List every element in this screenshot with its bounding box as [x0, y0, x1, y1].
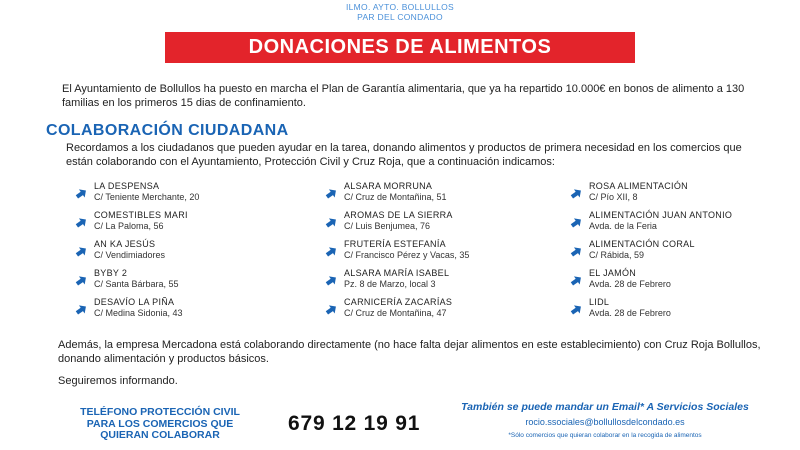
arrow-icon — [324, 274, 338, 288]
phone-number[interactable]: 679 12 19 91 — [288, 412, 421, 435]
shop-address: C/ Francisco Pérez y Vacas, 35 — [344, 250, 470, 260]
arrow-icon — [74, 216, 88, 230]
shop-item — [567, 181, 797, 210]
arrow-icon — [324, 216, 338, 230]
arrow-icon — [74, 245, 88, 259]
shop-item — [567, 268, 797, 297]
shop-address: Pz. 8 de Marzo, local 3 — [344, 279, 436, 289]
arrow-icon — [569, 274, 583, 288]
arrow-icon — [569, 245, 583, 259]
shop-item — [322, 210, 552, 239]
shop-name: COMESTIBLES MARI — [94, 210, 188, 220]
org-line-2: PAR DEL CONDADO — [357, 12, 443, 22]
shop-item — [72, 210, 302, 239]
shop-address: C/ Pío XII, 8 — [589, 192, 638, 202]
shop-item — [322, 268, 552, 297]
shop-name: EL JAMÓN — [589, 268, 637, 278]
shop-address: C/ La Paloma, 56 — [94, 221, 164, 231]
email-footnote: *Sólo comercios que quieran colaborar en la recogida de alimentos — [508, 432, 702, 439]
shop-name: ALIMENTACIÓN CORAL — [589, 239, 695, 249]
intro-paragraph: El Ayuntamiento de Bollullos ha puesto en marcha el Plan de Garantía alimentaria, que ya ha repartido 10.000€ en bonos de alimento a 130 familias en los primeros 15 dias de confinamiento. — [62, 83, 745, 109]
arrow-icon — [324, 187, 338, 201]
shop-address: C/ Santa Bárbara, 55 — [94, 279, 179, 289]
shop-list — [72, 181, 792, 327]
shop-name: DESAVÍO LA PIÑA — [94, 297, 175, 307]
org-name — [0, 2, 800, 22]
arrow-icon — [569, 303, 583, 317]
shop-name: LA DESPENSA — [94, 181, 160, 191]
shop-address: C/ Luis Benjumea, 76 — [344, 221, 431, 231]
shop-name: BYBY 2 — [94, 268, 128, 278]
shop-item — [72, 181, 302, 210]
shop-column-3 — [567, 181, 797, 326]
shop-name: ALSARA MARÍA ISABEL — [344, 268, 450, 278]
arrow-icon — [569, 216, 583, 230]
arrow-icon — [74, 274, 88, 288]
shop-name: LIDL — [589, 297, 610, 307]
shop-name: AN KA JESÚS — [94, 239, 156, 249]
arrow-icon — [74, 303, 88, 317]
arrow-icon — [324, 245, 338, 259]
shop-item — [72, 239, 302, 268]
shop-column-1 — [72, 181, 302, 326]
shop-item — [322, 297, 552, 326]
shop-address: C/ Cruz de Montañina, 47 — [344, 308, 447, 318]
shop-address: C/ Rábida, 59 — [589, 250, 645, 260]
shop-item — [567, 239, 797, 268]
section-title: COLABORACIÓN CIUDADANA — [46, 122, 289, 139]
shop-item — [72, 268, 302, 297]
shop-item — [72, 297, 302, 326]
shop-name: FRUTERÍA ESTEFANÍA — [344, 239, 446, 249]
section-paragraph: Recordamos a los ciudadanos que pueden ayudar en la tarea, donando alimentos y productos de primera necesidad en los comercios que están colaborando con el Ayuntamiento, Protección Civil y Cruz Roja, que a continuación indicamos: — [66, 142, 742, 168]
shop-item — [567, 210, 797, 239]
email-label: También se puede mandar un Email* A Servicios Sociales — [461, 401, 749, 413]
phone-label — [60, 407, 260, 442]
phone-label-line-3: QUIERAN COLABORAR — [100, 429, 220, 441]
shop-item — [567, 297, 797, 326]
shop-address: C/ Vendimiadores — [94, 250, 166, 260]
shop-name: ROSA ALIMENTACIÓN — [589, 181, 688, 191]
shop-item — [322, 239, 552, 268]
org-line-1: ILMO. AYTO. BOLLULLOS — [345, 2, 455, 12]
arrow-icon — [569, 187, 583, 201]
email-address[interactable]: rocio.ssociales@bollullosdelcondado.es — [525, 417, 685, 427]
arrow-icon — [324, 303, 338, 317]
shop-name: ALIMENTACIÓN JUAN ANTONIO — [589, 210, 733, 220]
mercadona-paragraph: Además, la empresa Mercadona está colaborando directamente (no hace falta dejar alimentos en este establecimiento) con Cruz Roja Bollullos, donando alimentación y productos básicos. — [58, 339, 761, 365]
shop-column-2 — [322, 181, 552, 326]
shop-name: CARNICERÍA ZACARÍAS — [344, 297, 453, 307]
phone-label-line-1: TELÉFONO PROTECCIÓN CIVIL — [80, 406, 240, 418]
shop-item — [322, 181, 552, 210]
shop-address: Avda. de la Feria — [589, 221, 657, 231]
shop-address: Avda. 28 de Febrero — [589, 308, 671, 318]
page-title-banner: DONACIONES DE ALIMENTOS — [165, 32, 635, 63]
phone-label-line-2: PARA LOS COMERCIOS QUE — [86, 417, 234, 430]
shop-address: Avda. 28 de Febrero — [589, 279, 671, 289]
followup-text: Seguiremos informando. — [58, 375, 178, 387]
shop-address: C/ Teniente Merchante, 20 — [94, 192, 200, 202]
shop-address: C/ Cruz de Montañina, 51 — [344, 192, 447, 202]
shop-name: AROMAS DE LA SIERRA — [344, 210, 453, 220]
arrow-icon — [74, 187, 88, 201]
shop-address: C/ Medina Sidonia, 43 — [94, 308, 183, 318]
shop-name: ALSARA MORRUNA — [344, 181, 433, 191]
